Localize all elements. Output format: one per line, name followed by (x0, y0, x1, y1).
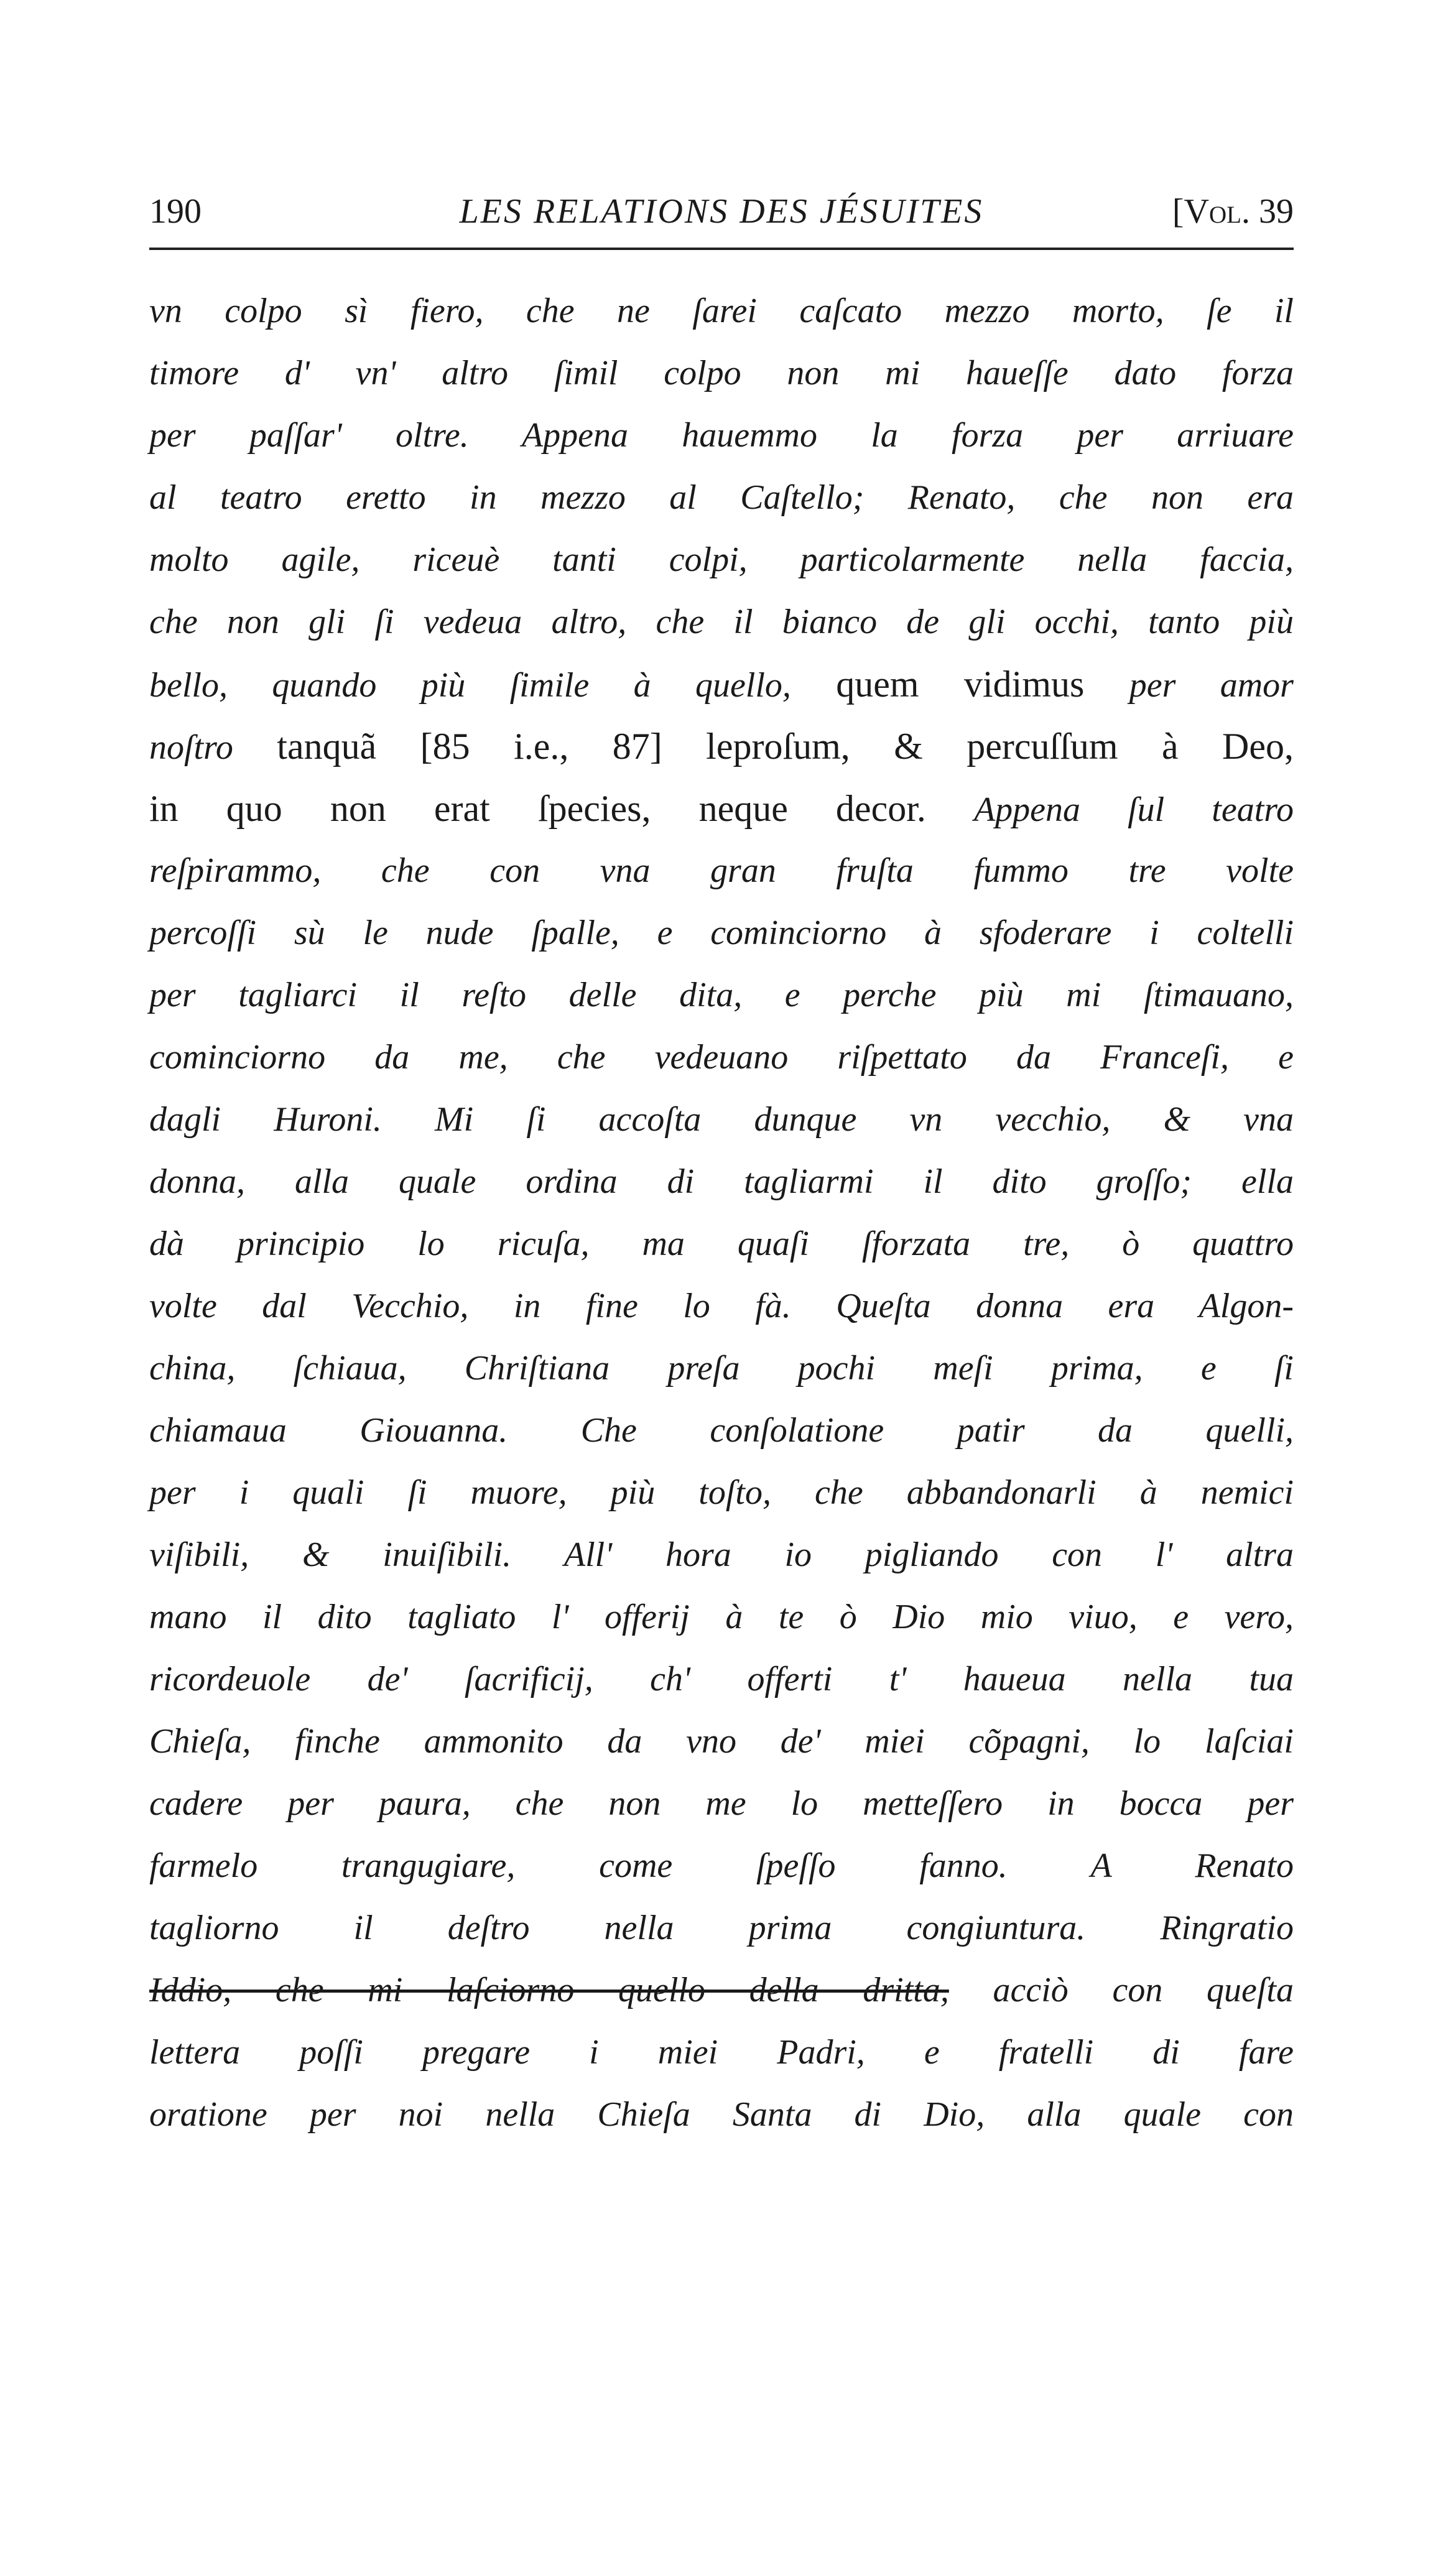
running-title: LES RELATIONS DES JÉSUITES (459, 192, 984, 231)
text-line (149, 777, 1294, 840)
text-line (149, 1959, 1294, 2021)
struck-through-run: Iddio, che mi laſciorno quello della dritta, (149, 1971, 949, 2009)
italic-run: noſtro (149, 728, 233, 767)
text-line: oratione per noi nella Chieſa Santa di Dio, alla quale con (149, 2095, 1294, 2134)
text-line: ricordeuole de' ſacrificij, ch' offerti t' haueua nella tua (149, 1660, 1294, 1698)
text-line: molto agile, riceuè tanti colpi, particolarmente nella faccia, (149, 540, 1294, 579)
italic-run: per amor (1129, 666, 1294, 705)
body-text (149, 280, 1294, 2146)
running-head (149, 187, 1294, 236)
text-line: dà principio lo ricuſa, ma quaſi ſforzata tre, ò quattro (149, 1225, 1294, 1263)
text-line: lettera poſſi pregare i miei Padri, e fratelli di fare (149, 2033, 1294, 2072)
text-line: cadere per paura, che non me lo metteſſero in bocca per (149, 1784, 1294, 1823)
italic-run: acciò con queſta (948, 1971, 1294, 2009)
text-line: tagliorno il deſtro nella prima congiuntura. Ringratio (149, 1909, 1294, 1947)
latin-quote-run: quem vidimus (790, 664, 1129, 705)
italic-run: Appena ſul teatro (973, 790, 1294, 829)
text-line: al teatro eretto in mezzo al Caſtello; Renato, che non era (149, 478, 1294, 517)
text-line: per i quali ſi muore, più toſto, che abbandonarli à nemici (149, 1473, 1294, 1512)
text-line: mano il dito tagliato l' offerij à te ò Dio mio viuo, e vero, (149, 1598, 1294, 1636)
text-line: percoſſi sù le nude ſpalle, e cominciorno à sfoderare i coltelli (149, 914, 1294, 952)
latin-quote-run: in quo non erat ſpecies, neque decor. (149, 788, 974, 829)
text-line: dagli Huroni. Mi ſi accoſta dunque vn vecchio, & vna (149, 1100, 1294, 1139)
text-line: cominciorno da me, che vedeuano riſpettato da Franceſi, e (149, 1038, 1294, 1077)
text-line: per paſſar' oltre. Appena hauemmo la forza per arriuare (149, 416, 1294, 455)
text-line (149, 653, 1294, 715)
volume-label: [Vol. 39 (1172, 192, 1294, 231)
text-line: per tagliarci il reſto delle dita, e perche più mi ſtimauano, (149, 976, 1294, 1014)
italic-run: bello, quando più ſimile à quello, (149, 666, 791, 705)
latin-quote-run: tanquã [85 i.e., 87] leproſum, & percuſſum à Deo, (233, 726, 1294, 767)
text-line: viſibili, & inuiſibili. All' hora io pigliando con l' altra (149, 1536, 1294, 1574)
page-number: 190 (149, 192, 202, 231)
text-line: timore d' vn' altro ſimil colpo non mi haueſſe dato forza (149, 354, 1294, 392)
text-line: Chieſa, finche ammonito da vno de' miei cõpagni, lo laſciai (149, 1722, 1294, 1761)
text-line: che non gli ſi vedeua altro, che il bianco de gli occhi, tanto più (149, 603, 1294, 641)
text-line: reſpirammo, che con vna gran fruſta fummo tre volte (149, 851, 1294, 890)
text-line: donna, alla quale ordina di tagliarmi il dito groſſo; ella (149, 1162, 1294, 1201)
text-line: vn colpo sì fiero, che ne ſarei caſcato mezzo morto, ſe il (149, 292, 1294, 330)
text-line: china, ſchiaua, Chriſtiana preſa pochi meſi prima, e ſi (149, 1349, 1294, 1388)
text-line: farmelo trangugiare, come ſpeſſo fanno. A Renato (149, 1846, 1294, 1885)
text-line: volte dal Vecchio, in fine lo fà. Queſta donna era Algon- (149, 1287, 1294, 1325)
text-line: chiamaua Giouanna. Che conſolatione patir da quelli, (149, 1411, 1294, 1450)
header-rule (149, 248, 1294, 250)
text-line (149, 715, 1294, 777)
